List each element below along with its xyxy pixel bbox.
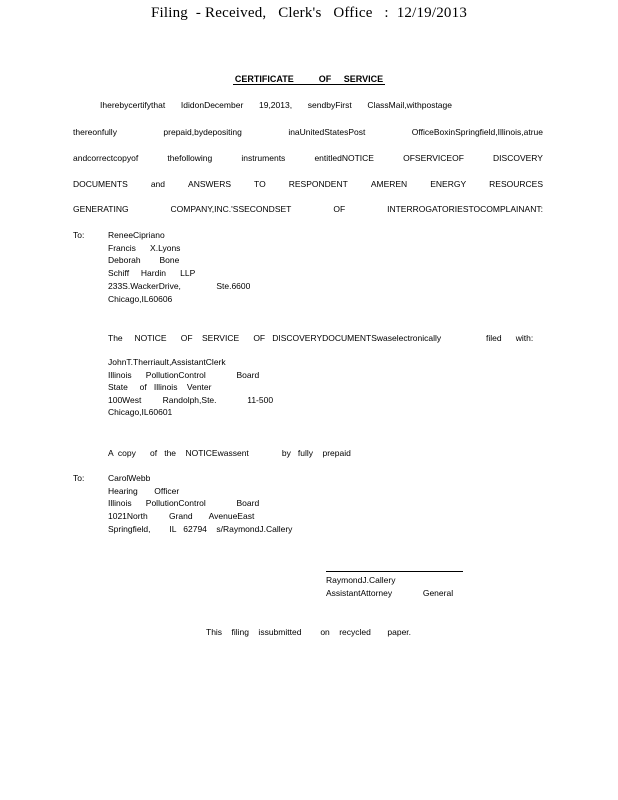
body-word: OFSERVICEOF: [403, 153, 464, 163]
body-word: sendbyFirst: [307, 100, 352, 110]
recycled-paper-footer: This filing issubmitted on recycled paper.: [206, 627, 412, 637]
recipient-line: Hearing Officer: [108, 485, 180, 496]
filed-with-text: filed with:: [486, 333, 534, 343]
recipient-line: ReneeCipriano: [108, 230, 165, 240]
recipient-line: 1021North Grand AvenueEast: [108, 511, 255, 522]
to-label-2: To:: [73, 473, 85, 483]
body-word: instruments: [241, 153, 286, 163]
filing-header: Filing - Received, Clerk's Office : 12/19/2013: [150, 5, 468, 21]
body-word: inaUnitedStatesPost: [288, 127, 366, 137]
signature-name: RaymondJ.Callery: [326, 575, 396, 585]
clerk-line: 100West Randolph,Ste. 11-500: [108, 394, 274, 405]
recipient-line: Illinois PollutionControl Board: [108, 498, 260, 509]
recipient-line: Springfield, IL 62794 s/RaymondJ.Callery: [108, 523, 293, 534]
notice-electronic-text: The NOTICE OF SERVICE OF DISCOVERYDOCUMENTSwaselectronically: [108, 333, 442, 343]
recipient-line: Deborah Bone: [108, 255, 180, 266]
certificate-title-text: CERTIFICATE OF SERVICE: [234, 74, 384, 84]
body-word: DISCOVERY: [493, 153, 543, 163]
body-word: prepaid,bydepositing: [163, 127, 242, 137]
body-word: GENERATING: [73, 204, 129, 214]
body-word: DOCUMENTS: [73, 179, 128, 189]
body-line: [73, 127, 543, 137]
body-word: AMEREN: [370, 179, 408, 189]
certificate-title: [0, 74, 618, 84]
body-line: [73, 204, 543, 214]
body-word: ClassMail,withpostage: [367, 100, 452, 110]
body-word: 19,2013,: [258, 100, 293, 110]
body-word: andcorrectcopyof: [73, 153, 139, 163]
body-word: RESOURCES: [489, 179, 543, 189]
body-word: ENERGY: [430, 179, 467, 189]
body-word: OF: [333, 204, 346, 214]
copy-sent-text: A copy of the NOTICEwassent by fully prepaid: [108, 448, 351, 458]
recipient-line: Schiff Hardin LLP: [108, 268, 196, 279]
body-line: [73, 153, 543, 163]
body-word: IdidonDecember: [180, 100, 244, 110]
clerk-line: Illinois PollutionControl Board: [108, 369, 260, 380]
body-word: Iherebycertifythat: [100, 100, 166, 110]
recipient-line: Chicago,IL60606: [108, 293, 173, 304]
body-word: ANSWERS: [188, 179, 232, 189]
body-word: COMPANY,INC.'SSECONDSET: [170, 204, 292, 214]
body-line: [73, 179, 543, 189]
body-word: entitledNOTICE: [314, 153, 374, 163]
to-label-1: To:: [73, 230, 85, 240]
recipient-line: Francis X.Lyons: [108, 242, 181, 253]
body-word: TO: [254, 179, 266, 189]
signature-title: AssistantAttorney General: [326, 588, 454, 598]
body-word: thereonfully: [73, 127, 117, 137]
body-word: thefollowing: [167, 153, 213, 163]
body-word: and: [150, 179, 165, 189]
recipient-line: 233S.WackerDrive, Ste.6600: [108, 280, 251, 291]
recipient-line: CarolWebb: [108, 473, 151, 483]
body-word: INTERROGATORIESTOCOMPLAINANT:: [387, 204, 543, 214]
body-word: OfficeBoxinSpringfield,Illinois,atrue: [411, 127, 543, 137]
clerk-line: Chicago,IL60601: [108, 407, 173, 417]
body-word: RESPONDENT: [288, 179, 348, 189]
clerk-line: State of Illinois Venter: [108, 382, 212, 392]
clerk-line: JohnT.Therriault,AssistantClerk: [108, 357, 226, 367]
signature-line: [326, 571, 463, 572]
body-line: [100, 100, 452, 110]
